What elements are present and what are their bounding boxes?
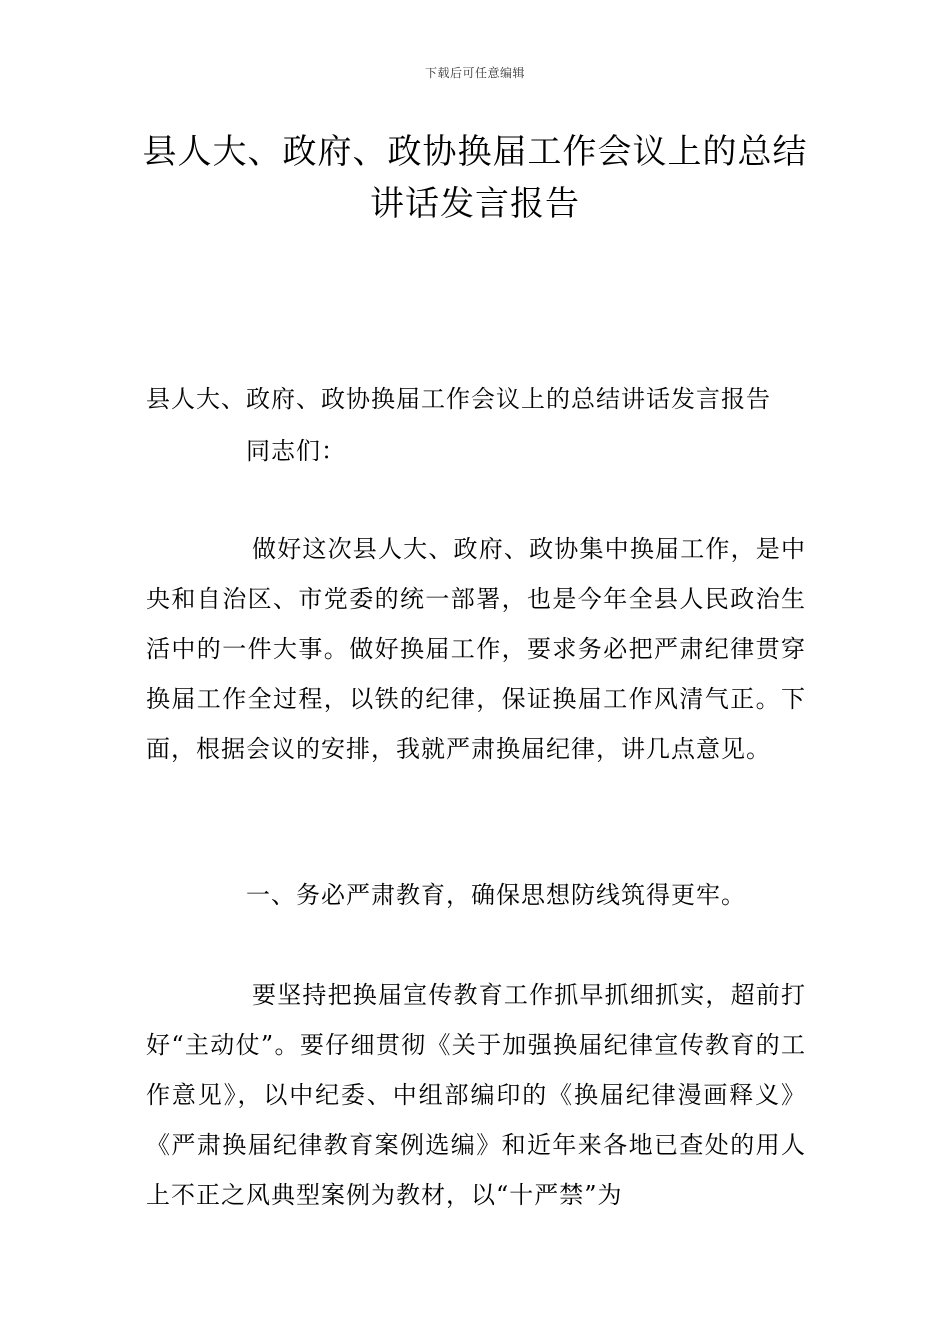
paragraph-intro: 做好这次县人大、政府、政协集中换届工作，是中央和自治区、市党委的统一部署，也是今年全县人民政治生活中的一件大事。做好换届工作，要求务必把严肃纪律贯穿换届工作全过程，以铁的纪律，保证换届工作风清气正。下面，根据会议的安排，我就严肃换届纪律，讲几点意见。: [146, 535, 806, 763]
document-subtitle: 县人大、政府、政协换届工作会议上的总结讲话发言报告: [146, 385, 771, 413]
section-heading-1: 一、务必严肃教育，确保思想防线筑得更牢。: [246, 881, 746, 909]
header-note: 下载后可任意编辑: [424, 66, 525, 80]
document-title: 县人大、政府、政协换届工作会议上的总结讲话发言报告: [142, 132, 808, 224]
salutation: 同志们：: [246, 437, 346, 465]
paragraph-section-1: 要坚持把换届宣传教育工作抓早抓细抓实，超前打好“主动仗”。要仔细贯彻《关于加强换届纪律宣传教育的工作意见》，以中纪委、中组部编印的《换届纪律漫画释义》《严肃换届纪律教育案例选编》和近年来各地已查处的用人上不正之风典型案例为教材，以“十严禁”为: [146, 981, 806, 1209]
